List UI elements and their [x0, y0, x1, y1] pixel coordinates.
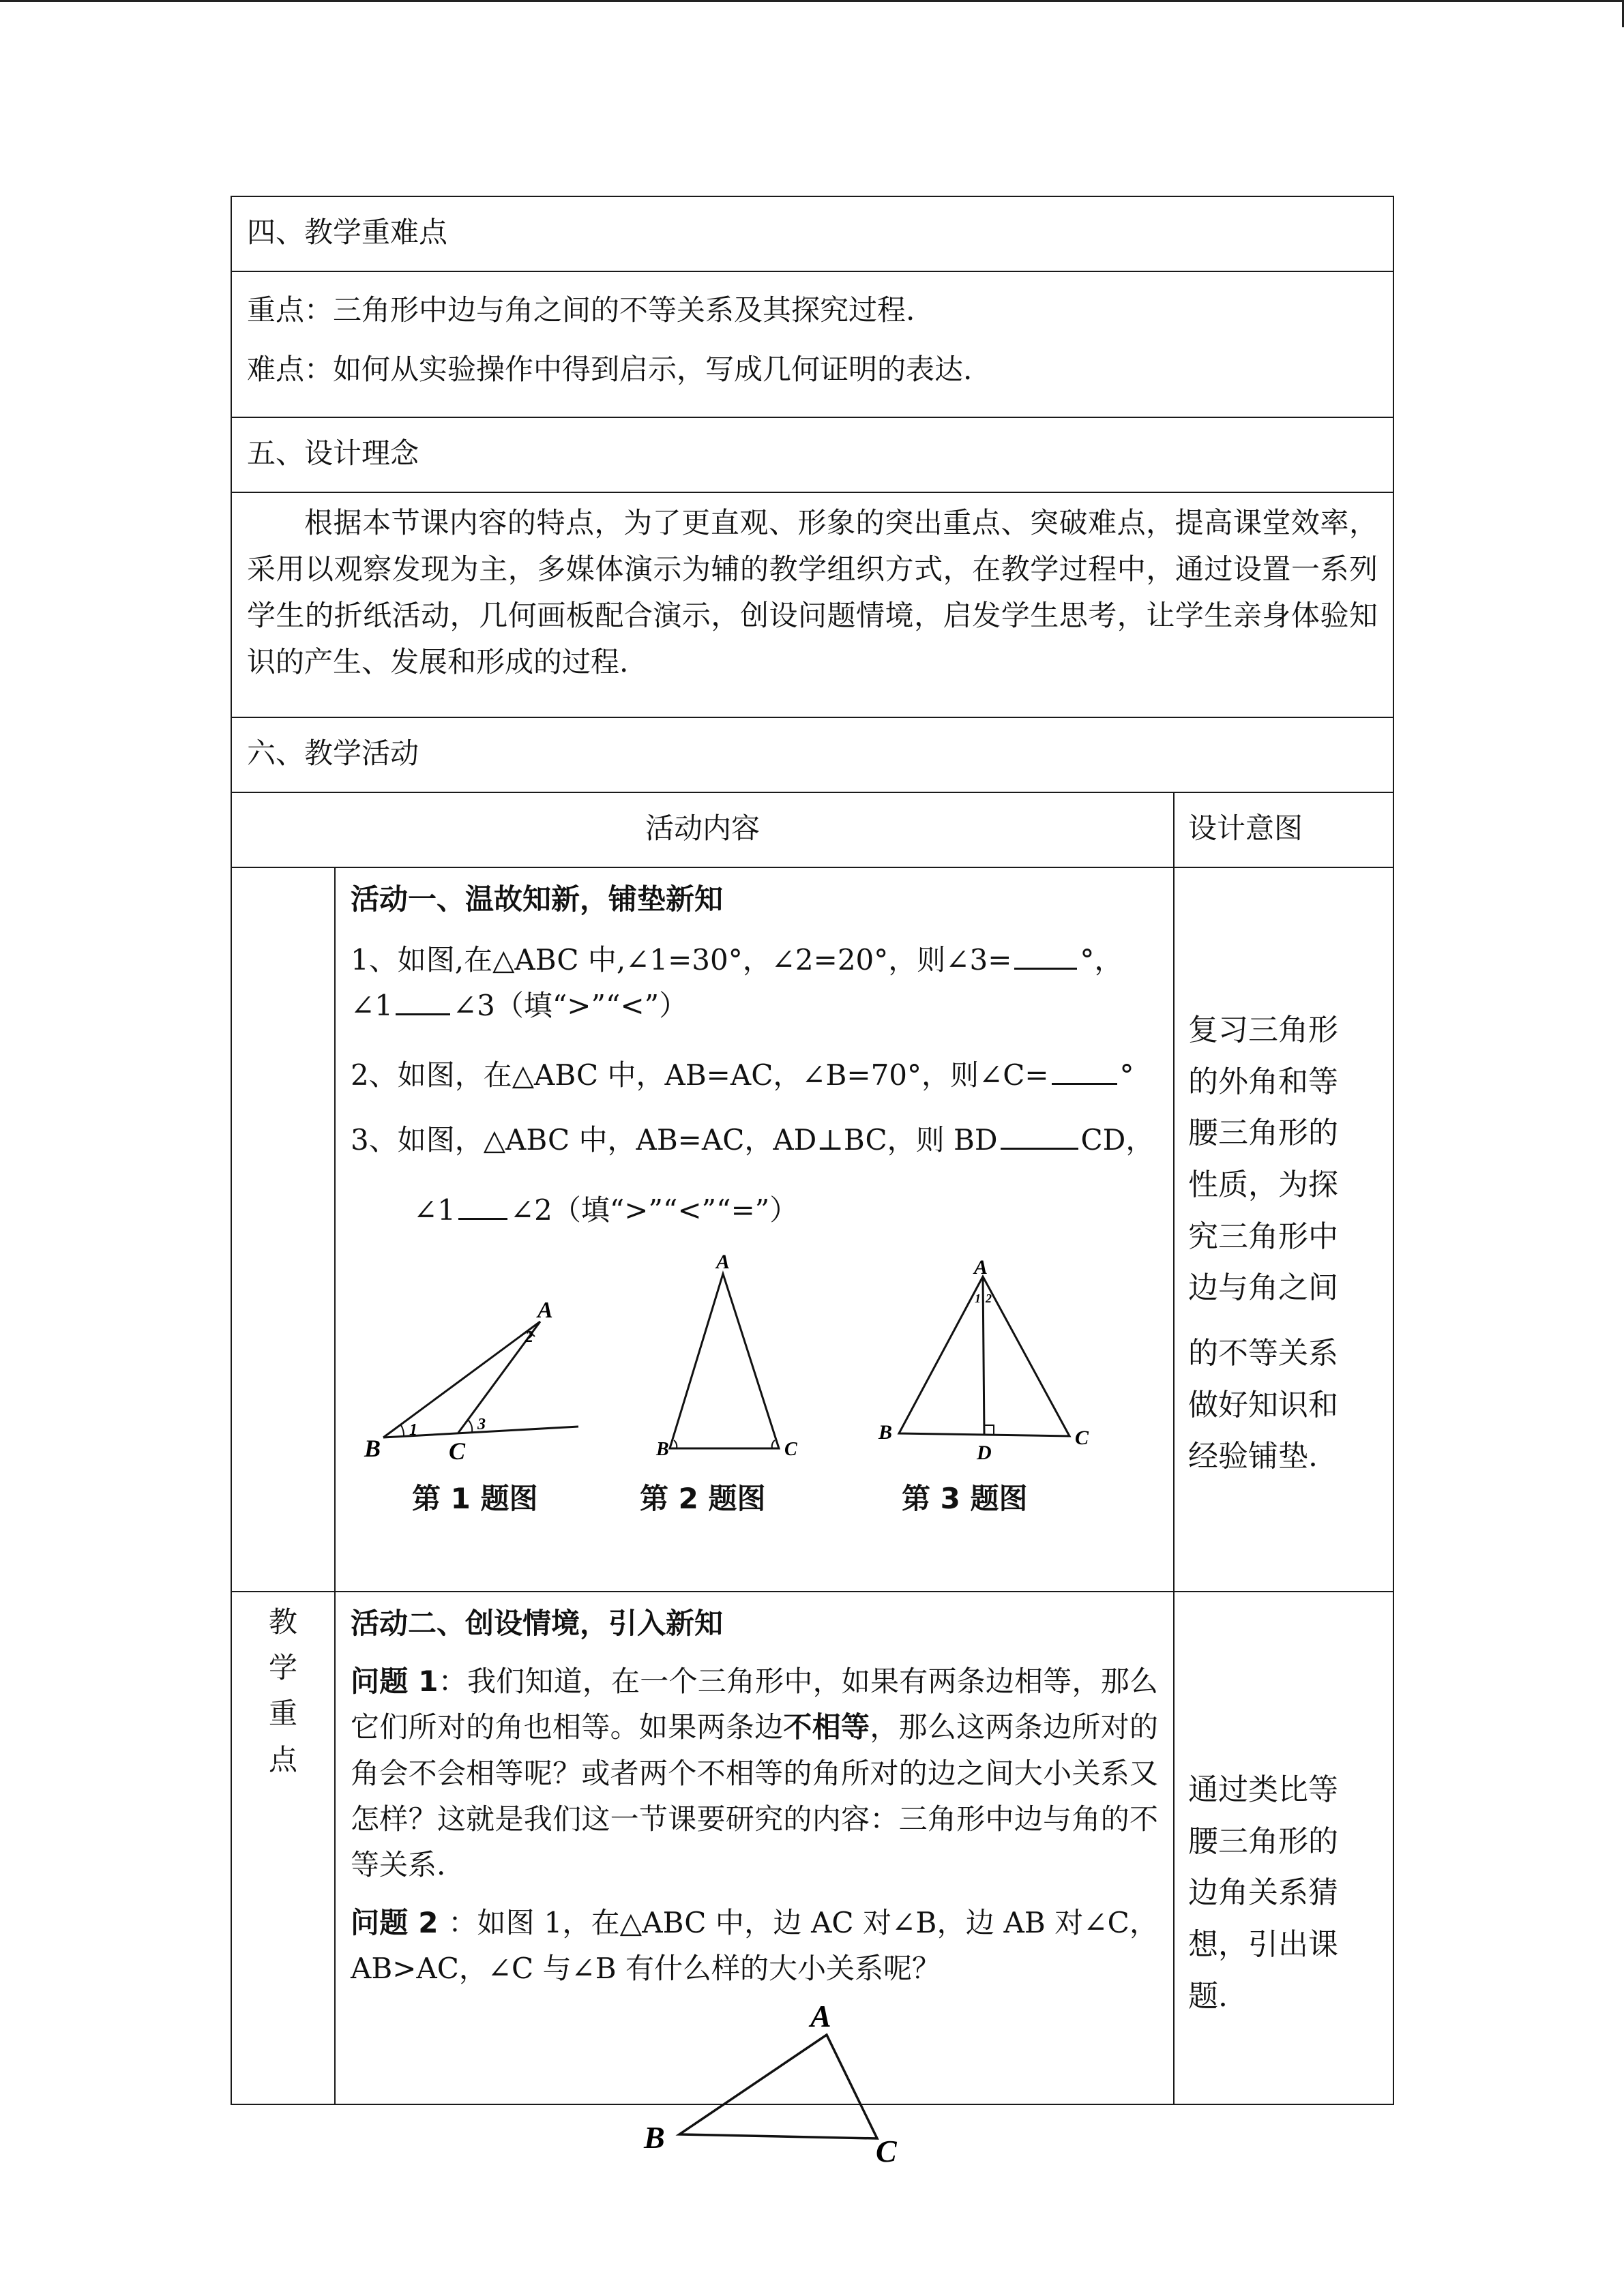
caption-fig1: 第 1 题图 [412, 1482, 538, 1516]
section5-row [231, 417, 1393, 492]
fig1-label-1: 1 [409, 1421, 417, 1440]
focus-text: 重点：三角形中边与角之间的不等关系及其探究过程. [247, 293, 915, 327]
fig1-angle1-arc [401, 1425, 404, 1436]
activity2-figure1 [628, 1991, 914, 2168]
caption-fig2: 第 2 题图 [640, 1482, 766, 1516]
design-idea-text: 根据本节课内容的特点，为了更直观、形象的突出重点、突破难点，提高课堂效率，采用以观察发现为主，多媒体演示为辅的教学组织方式，在教学过程中，通过设置一系列学生的折纸活动，几何画板配合演示，创设问题情境，启发学生思考，让学生亲身体验知识的产生、发展和形成的过程. [231, 492, 1393, 717]
activity1-q3-line2: ∠1 ∠2（填“>”“<”“=”） [351, 1163, 1158, 1233]
section4-heading: 四、教学重难点 [247, 215, 448, 249]
activity1-q2: 2、如图，在△ABC 中，AB=AC，∠B=70°，则∠C= ° [351, 1029, 1158, 1098]
activity2-question2: 问题 2 ：如图 1，在△ABC 中，边 AC 对∠B，边 AB 对∠C，AB>AC，∠C 与∠B 有什么样的大小关系呢？ [351, 1906, 1159, 1986]
fig3-label-1: 1 [975, 1292, 981, 1306]
activity2-triangle [679, 2035, 877, 2138]
fig3-label-d: D [977, 1442, 992, 1465]
activity1-intent [1174, 867, 1393, 1592]
activity2-intent [1174, 1592, 1393, 2104]
activity2-side-label: 教 学 重 点 [231, 1592, 335, 2104]
answer-blank [1014, 938, 1077, 970]
fig1-label-a: A [537, 1298, 553, 1324]
fig1-label-b: B [364, 1435, 381, 1463]
col-content-header: 活动内容 [645, 811, 760, 845]
fig3-altitude-ad [983, 1277, 984, 1435]
fig1-side-ab [383, 1322, 540, 1440]
activity1-figures-svg [336, 1247, 1147, 1472]
activity-header-row [231, 792, 1393, 867]
fig1-label-2: 2 [525, 1328, 533, 1347]
page-top-border [0, 0, 1624, 2]
activity2-label-b: B [644, 2120, 665, 2155]
key-points-row [231, 271, 1393, 417]
fig3-label-a: A [974, 1256, 988, 1279]
fig1-label-c: C [449, 1437, 466, 1465]
fig2-angle-c [772, 1440, 775, 1448]
answer-blank [1052, 1053, 1117, 1085]
difficulty-text: 难点：如何从实验操作中得到启示，写成几何证明的表达. [247, 353, 973, 387]
activity1-title: 活动一、温故知新，铺垫新知 [351, 882, 724, 916]
activity2-label-a: A [810, 1999, 831, 2033]
activity2-label-c: C [876, 2134, 897, 2168]
fig2-triangle [670, 1274, 779, 1448]
fig2-angle-b [674, 1440, 677, 1448]
section4-row [231, 196, 1393, 271]
activity1-side-cell [231, 867, 335, 1592]
section6-heading: 六、教学活动 [247, 736, 419, 770]
activity1-figures [351, 1247, 1158, 1472]
fig1-label-3: 3 [477, 1416, 486, 1434]
activity1-q3: 3、如图，△ABC 中，AB=AC，AD⊥BC，则 BD CD， [351, 1098, 1158, 1163]
activity1-intent-text: 复习三角形 的外角和等 腰三角形的 性质，为探 究三角形中 边与角之间 的不等关系 做好知识和 经验铺垫. [1188, 1013, 1338, 1474]
fig3-label-2: 2 [986, 1292, 992, 1306]
fig3-label-b: B [879, 1421, 893, 1444]
fig2-label-c: C [784, 1439, 797, 1461]
figure3 [878, 1256, 1089, 1464]
fig2-label-b: B [656, 1439, 669, 1461]
activity1-q1: 1、如图,在△ABC 中,∠1=30°，∠2=20°，则∠3= °， [351, 922, 1158, 983]
answer-blank [458, 1188, 507, 1220]
figure1 [364, 1298, 578, 1465]
activity1-content [335, 867, 1174, 1592]
answer-blank [1001, 1118, 1078, 1150]
section6-row [231, 717, 1393, 792]
answer-blank [396, 983, 450, 1015]
activity2-question1: 问题 1：我们知道，在一个三角形中，如果有两条边相等，那么它们所对的角也相等。如果两条边不相等，那么这两条边所对的角会不会相等呢？或者两个不相等的角所对的边之间大小关系又怎样？这就是我们这一节课要研究的内容：三角形中边与角的不等关系. [351, 1665, 1158, 1881]
fig3-right-angle-mark [984, 1425, 994, 1435]
caption-fig3: 第 3 题图 [902, 1482, 1028, 1516]
design-idea-row [231, 492, 1393, 717]
figure2 [655, 1251, 797, 1460]
activity2-intent-text: 通过类比等 腰三角形的 边角关系猜 想，引出课 题. [1188, 1772, 1338, 2014]
activity2-title: 活动二、创设情境，引入新知 [351, 1607, 724, 1640]
activity1-row [231, 867, 1393, 1592]
fig2-label-a: A [716, 1251, 730, 1274]
section5-heading: 五、设计理念 [247, 436, 419, 470]
fig1-angle3-arc [468, 1420, 472, 1432]
col-intent-header: 设计意图 [1188, 811, 1303, 845]
activity1-q1-line2: ∠1 ∠3（填“>”“<”） [351, 983, 1158, 1028]
lesson-plan-table [231, 196, 1394, 2105]
activity1-captions [351, 1476, 1158, 1517]
fig3-label-c: C [1075, 1427, 1089, 1450]
